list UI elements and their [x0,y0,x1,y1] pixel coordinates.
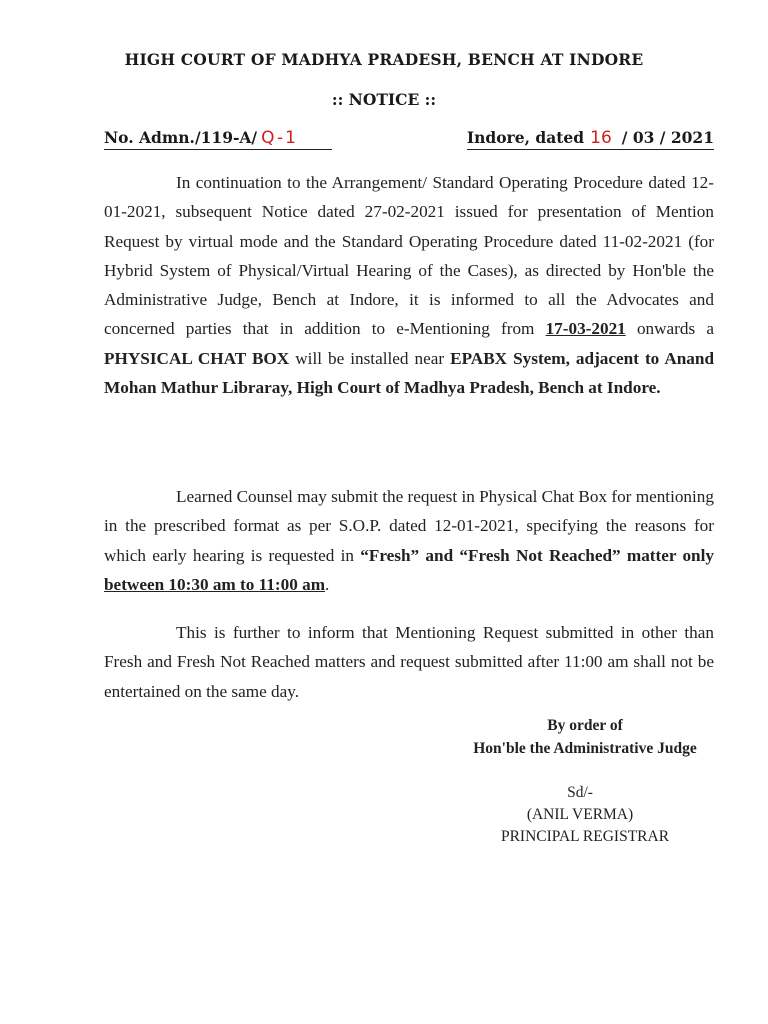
reference-number-handwritten: Q-1 [261,128,298,148]
paragraph-3 [104,618,714,706]
reference-date [467,128,714,150]
paragraph-2-end: . [325,574,330,594]
reference-number [104,128,332,150]
signed-mark: Sd/- [567,784,593,801]
paragraph-1 [104,168,714,402]
paragraph-1-text-a: In continuation to the Arrangement/ Standard Operating Procedure dated 12-01-2021, subsequent Notice dated 27-02-2021 issued for presentation of Mention Request by virtual mode and the Standard Operating Procedure dated 11-02-2021 (for Hybrid System of Physical/Virtual Hearing of the Cases), as directed by Hon'ble the Administrative Judge, Bench at Indore, it is informed to all the Advocates and concerned parties that in addition to e-Mentioning from [104,173,714,339]
paragraph-2-text-a: Learned Counsel may submit the request in Physical Chat Box for mentioning in the prescribed format as per S.O.P. dated 12-01-2021, specifying the reasons for which early hearing is requested in [104,487,714,565]
signatory-name: (ANIL VERMA) [526,806,634,823]
mentioning-start-date: 17-03-2021 [545,319,626,339]
paragraph-1-text-b: onwards a [636,319,714,339]
signatory-designation: PRINCIPAL REGISTRAR [500,828,670,845]
signing-authority: Hon'ble the Administrative Judge [473,740,697,757]
chat-box-location: EPABX System, adjacent to Anand Mohan Mathur Libraray, High Court of Madhya Pradesh, Bench at Indore. [104,348,715,398]
paragraph-2 [104,482,714,599]
by-order-of: By order of [547,717,623,734]
reference-number-prefix: No. Admn./119-A/ [104,128,258,147]
time-window: between 10:30 am to 11:00 am [104,574,326,594]
notice-title: :: NOTICE :: [331,90,437,109]
physical-chat-box-label: PHYSICAL CHAT BOX [104,348,290,368]
reference-line [104,128,714,152]
paragraph-1-text-c: will be installed near [295,348,445,368]
paragraph-3-text: This is further to inform that Mentioning Request submitted in other than Fresh and Fresh Not Reached matters and request submitted after 11:00 am shall not be entertained on the same day. [104,623,714,701]
reference-date-handwritten: 16 [590,128,612,148]
matter-types: “Fresh” and “Fresh Not Reached” matter only [360,545,714,565]
reference-date-prefix: Indore, dated [466,128,585,147]
court-heading: HIGH COURT OF MADHYA PRADESH, BENCH AT INDORE [124,50,644,69]
reference-date-suffix: / 03 / 2021 [621,128,714,147]
